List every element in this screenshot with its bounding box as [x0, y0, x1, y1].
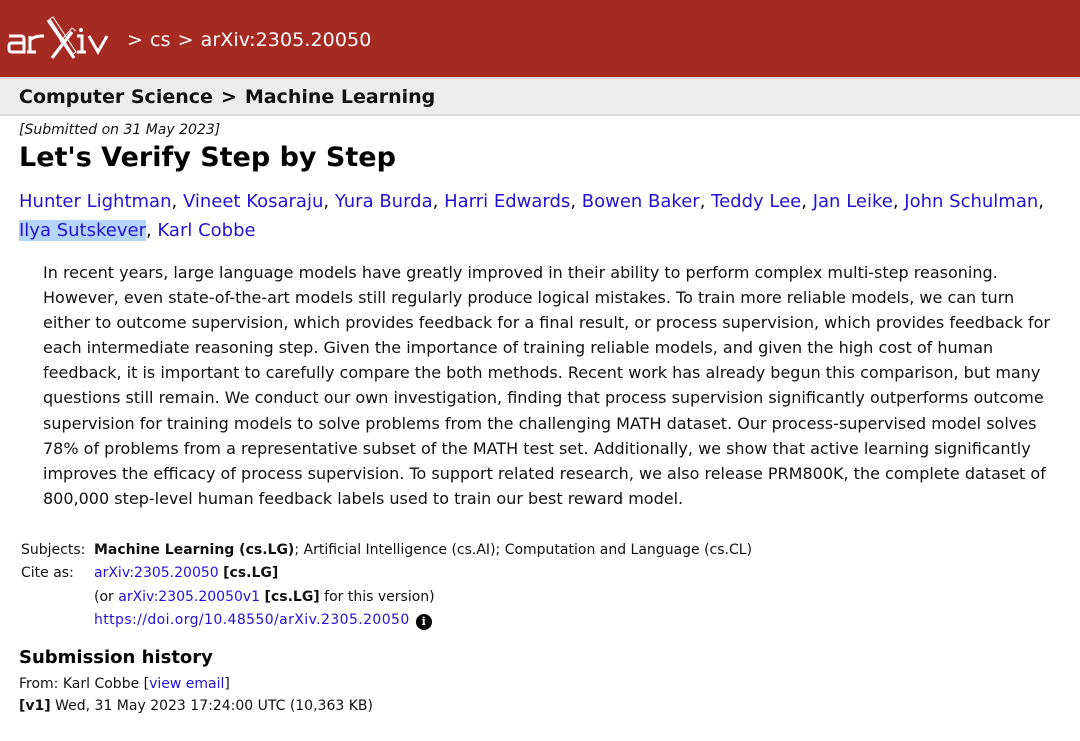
author-link[interactable]: Karl Cobbe: [157, 220, 256, 241]
subjects-value: [94, 539, 752, 563]
paper-content: [0, 122, 1080, 717]
version-value: (or arXiv:2305.20050v1 [cs.LG] for this version): [94, 588, 435, 605]
author-link[interactable]: Jan Leike: [812, 191, 893, 212]
category-bar: [0, 77, 1080, 116]
submission-history-heading: Submission history: [19, 646, 213, 668]
view-email-link[interactable]: view email: [149, 675, 225, 692]
paper-title: Let's Verify Step by Step: [19, 142, 396, 173]
breadcrumb-separator: >: [127, 28, 144, 51]
version-history-line: [v1] Wed, 31 May 2023 17:24:00 UTC (10,363 KB): [19, 697, 373, 714]
subjects-row: [21, 539, 1070, 563]
doi-link[interactable]: https://doi.org/10.48550/arXiv.2305.20050: [94, 612, 410, 629]
primary-subject: Machine Learning (cs.LG): [94, 541, 295, 558]
author-link[interactable]: Vineet Kosaraju: [182, 191, 324, 212]
doi-value: [94, 609, 432, 633]
from-line: From: Karl Cobbe [view email]: [19, 675, 230, 692]
author-link[interactable]: John Schulman: [904, 191, 1039, 212]
info-icon[interactable]: i: [416, 614, 432, 630]
cite-label: Cite as:: [21, 565, 74, 582]
arxiv-logo-icon: [6, 16, 114, 62]
author-link-selected[interactable]: Ilya Sutskever: [19, 220, 146, 241]
breadcrumb-separator: >: [177, 28, 194, 51]
submission-dateline: [Submitted on 31 May 2023]: [19, 122, 221, 138]
author-link[interactable]: Hunter Lightman: [19, 191, 172, 212]
author-list: Hunter Lightman, Vineet Kosaraju, Yura Burda, Harri Edwards, Bowen Baker, Teddy Lee, Jan Leike, John Schulman, Ilya Sutskever, Karl Cobbe: [19, 191, 1045, 241]
author-link[interactable]: Bowen Baker: [581, 191, 700, 212]
secondary-subjects: ; Artificial Intelligence (cs.AI); Computation and Language (cs.CL): [294, 541, 753, 558]
header-breadcrumb: [120, 29, 371, 51]
version-id-link[interactable]: arXiv:2305.20050v1: [118, 588, 261, 605]
metadata-table: [21, 539, 1070, 633]
version-row: [21, 586, 1070, 610]
subcategory-label: Machine Learning: [244, 85, 436, 108]
breadcrumb-paper-id: arXiv:2305.20050: [200, 28, 372, 51]
breadcrumb-cs-link[interactable]: cs: [150, 28, 171, 51]
abstract: In recent years, large language models have greatly improved in their ability to perform complex multi-step reasoning. However, even state-of-the-art models still regularly produce logical mistakes. To train more reliable models, we can turn either to outcome supervision, which provides feedback for a final result, or process supervision, which provides feedback for each intermediate reasoning step. Given the importance of training reliable models, and given the high cost of human feedback, it is important to carefully compare the both methods. Recent work has already begun this comparison, but many questions still remain. We conduct our own investigation, finding that process supervision significantly outperforms outcome supervision for training models to solve problems from the challenging MATH dataset. Our process-supervised model solves 78% of problems from a representative subset of the MATH test set. Additionally, we show that active learning significantly improves the efficacy of process supervision. To support related research, we also release PRM800K, the complete dataset of 800,000 step-level human feedback labels used to train our best reward model.: [43, 263, 1050, 508]
author-link[interactable]: Teddy Lee: [711, 191, 802, 212]
category-label: Computer Science: [19, 85, 213, 108]
category-separator: >: [220, 85, 237, 108]
author-link[interactable]: Yura Burda: [334, 191, 433, 212]
subjects-label: Subjects:: [21, 541, 86, 558]
doi-row: [21, 609, 1070, 633]
site-header: [0, 0, 1080, 77]
arxiv-logo-link[interactable]: [6, 14, 114, 64]
cite-value: [94, 562, 278, 586]
author-link[interactable]: Harri Edwards: [444, 191, 571, 212]
cite-row: [21, 562, 1070, 586]
cite-id-link[interactable]: arXiv:2305.20050: [94, 565, 219, 582]
cite-category: [cs.LG]: [223, 565, 279, 582]
version-label: [v1]: [19, 697, 51, 714]
version-category: [cs.LG]: [264, 588, 320, 605]
submission-history: [19, 673, 1070, 717]
